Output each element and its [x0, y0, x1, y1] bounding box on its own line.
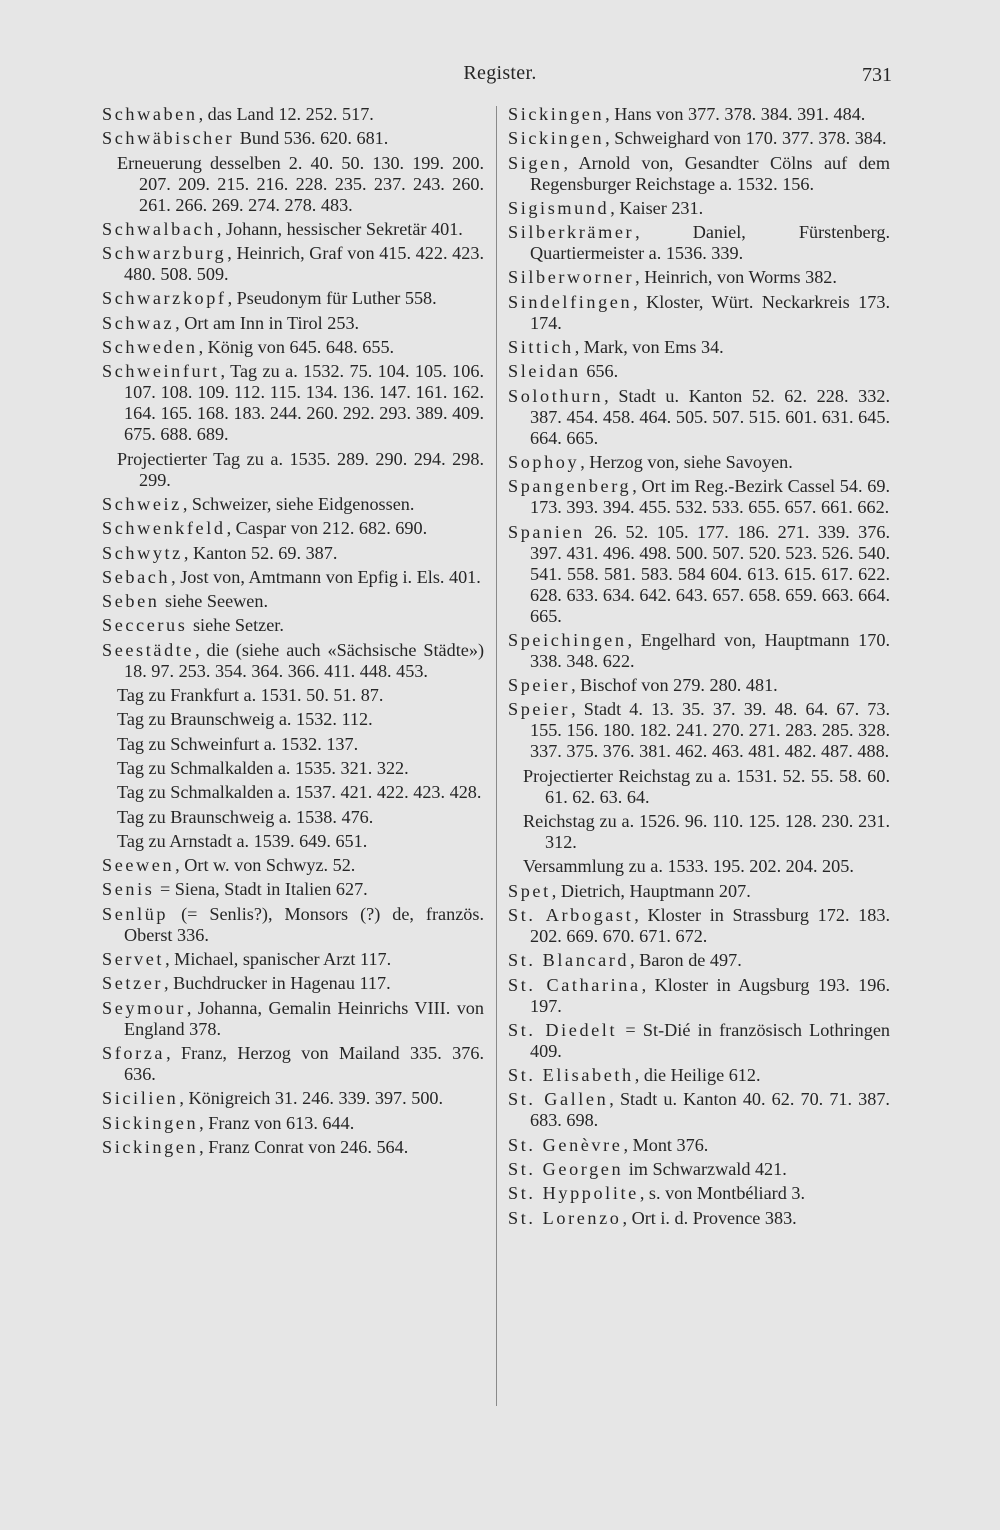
- entry-headword: Setzer: [102, 973, 164, 994]
- index-entry: [102, 1137, 484, 1158]
- entry-headword: Schwaz: [102, 312, 175, 333]
- index-entry: [508, 222, 890, 264]
- entry-headword: Solothurn: [508, 385, 604, 406]
- entry-headword: Schwarzburg: [102, 243, 227, 264]
- entry-text: , die (siehe auch «Sächsische Städte») 18. 97. 253. 354. 364. 366. 411. 448. 453.: [124, 639, 484, 681]
- index-entry: [102, 518, 484, 539]
- index-subentry: [102, 153, 484, 216]
- entry-headword: Spangenberg: [508, 476, 632, 497]
- entry-text: , Stadt u. Kanton 40. 62. 70. 71. 387. 683. 698.: [530, 1089, 890, 1131]
- entry-headword: Speichingen: [508, 629, 627, 650]
- entry-headword: St. Hyppolite: [508, 1183, 639, 1204]
- entry-text: , Franz, Herzog von Mailand 335. 376. 636.: [124, 1042, 484, 1084]
- entry-headword: St. Blancard: [508, 950, 630, 971]
- index-subentry: [102, 758, 484, 779]
- entry-headword: Seymour: [102, 997, 186, 1018]
- index-entry: [508, 1208, 890, 1229]
- entry-headword: Senis: [102, 879, 155, 900]
- entry-text: , Franz von 613. 644.: [199, 1112, 355, 1133]
- index-entry: [102, 998, 484, 1040]
- index-entry: [508, 1089, 890, 1131]
- entry-text: , Herzog von, siehe Savoyen.: [580, 451, 793, 472]
- entry-text: , das Land 12. 252. 517.: [198, 104, 374, 124]
- entry-text: , Kloster in Augsburg 193. 196. 197.: [530, 974, 891, 1016]
- entry-text: , Kloster, Würt. Neckarkreis 173. 174.: [530, 291, 890, 333]
- entry-headword: St. Diedelt: [508, 1019, 618, 1040]
- entry-text: siehe Seewen.: [160, 591, 269, 612]
- index-entry: [508, 1183, 890, 1204]
- entry-headword: Schwaben: [102, 104, 198, 124]
- entry-headword: St. Lorenzo: [508, 1207, 622, 1228]
- entry-headword: Sebach: [102, 566, 171, 587]
- entry-headword: Sforza: [102, 1042, 166, 1063]
- entry-text: Tag zu Arnstadt a. 1539. 649. 651.: [117, 830, 368, 851]
- entry-text: , König von 645. 648. 655.: [198, 337, 395, 358]
- entry-text: , die Heilige 612.: [634, 1065, 761, 1086]
- entry-headword: Spet: [508, 880, 551, 901]
- entry-text: , Johann, hessischer Sekretär 401.: [216, 218, 463, 239]
- index-entry: [508, 699, 890, 762]
- entry-headword: Seben: [102, 591, 160, 612]
- index-entry: [508, 905, 890, 947]
- entry-text: , Franz Conrat von 246. 564.: [199, 1136, 409, 1157]
- entry-text: , Engelhard von, Hauptmann 170. 338. 348. 622.: [530, 629, 890, 671]
- index-entry: [508, 198, 890, 219]
- entry-headword: Senlüp: [102, 903, 169, 924]
- entry-text: Projectierter Reichstag zu a. 1531. 52. 55. 58. 60. 61. 62. 63. 64.: [523, 765, 890, 807]
- index-entry: [508, 361, 890, 382]
- entry-headword: Schwalbach: [102, 218, 216, 239]
- index-subentry: [508, 766, 890, 808]
- index-entry: [102, 1088, 484, 1109]
- index-entry: [102, 1043, 484, 1085]
- entry-headword: Sleidan: [508, 361, 581, 382]
- index-entry: [102, 1113, 484, 1134]
- entry-text: , Johanna, Gemalin Heinrichs VIII. von England 378.: [124, 997, 484, 1039]
- index-subentry: [102, 807, 484, 828]
- entry-text: , Daniel, Fürstenberg. Quartiermeister a. 1536. 339.: [530, 222, 890, 264]
- entry-text: , Kanton 52. 69. 387.: [183, 542, 338, 563]
- entry-headword: Sickingen: [508, 104, 605, 124]
- entry-text: Bund 536. 620. 681.: [235, 128, 389, 149]
- entry-text: , Stadt 4. 13. 35. 37. 39. 48. 64. 67. 73. 155. 156. 180. 182. 241. 270. 271. 283. 285. 328. 337. 375. 376. 381. 462. 463. 481. 482. 487. 488.: [530, 699, 890, 762]
- entry-headword: Sindelfingen: [508, 291, 633, 312]
- entry-text: , Pseudonym für Luther 558.: [227, 288, 437, 309]
- entry-text: Projectierter Tag zu a. 1535. 289. 290. 294. 298. 299.: [117, 448, 484, 490]
- entry-text: , Buchdrucker in Hagenau 117.: [164, 973, 391, 994]
- index-entry: [508, 975, 890, 1017]
- entry-headword: Seewen: [102, 855, 175, 876]
- entry-headword: St. Arbogast: [508, 904, 634, 925]
- entry-text: , Arnold von, Gesandter Cölns auf dem Regensburger Reichstage a. 1532. 156.: [530, 152, 890, 194]
- index-entry: [508, 153, 890, 195]
- entry-text: , Königreich 31. 246. 339. 397. 500.: [179, 1088, 444, 1109]
- entry-headword: Sickingen: [102, 1112, 199, 1133]
- entry-text: , Kaiser 231.: [610, 197, 704, 218]
- page-number: 731: [862, 64, 892, 86]
- index-subentry: [102, 782, 484, 803]
- index-entry: [102, 219, 484, 240]
- index-entry: [508, 476, 890, 518]
- index-entry: [102, 361, 484, 445]
- index-subentry: [102, 685, 484, 706]
- entry-text: Tag zu Frankfurt a. 1531. 50. 51. 87.: [117, 685, 384, 706]
- entry-text: , Schweizer, siehe Eidgenossen.: [182, 493, 415, 514]
- entry-headword: Sickingen: [508, 128, 605, 149]
- entry-headword: Sigen: [508, 152, 563, 173]
- entry-text: (= Senlis?), Monsors (?) de, französ. Oberst 336.: [124, 903, 484, 945]
- entry-headword: Sigismund: [508, 197, 610, 218]
- index-entry: [508, 267, 890, 288]
- index-column-right: [508, 104, 890, 1232]
- entry-text: = Siena, Stadt in Italien 627.: [155, 879, 368, 900]
- index-entry: [508, 1065, 890, 1086]
- index-entry: [102, 543, 484, 564]
- entry-headword: Schwäbischer: [102, 128, 235, 149]
- entry-text: , Stadt u. Kanton 52. 62. 228. 332. 387. 454. 458. 464. 505. 507. 515. 601. 631. 645. 664. 665.: [530, 385, 890, 448]
- column-divider: [496, 106, 497, 1406]
- entry-text: 26. 52. 105. 177. 186. 271. 339. 376. 397. 431. 496. 498. 500. 507. 520. 523. 526. 540. 541. 558. 581. 583. 584 604. 613. 615. 617. 622. 628. 633. 634. 642. 643. 657. 658. 659. 663. 664. 665.: [530, 521, 890, 626]
- index-entry: [102, 640, 484, 682]
- index-subentry: [102, 734, 484, 755]
- index-entry: [508, 630, 890, 672]
- entry-headword: Schwytz: [102, 542, 183, 563]
- entry-text: Tag zu Schweinfurt a. 1532. 137.: [117, 733, 359, 754]
- index-column-left: [102, 104, 484, 1161]
- entry-text: = St-Dié in französisch Lothringen 409.: [530, 1019, 890, 1061]
- entry-headword: Schweden: [102, 337, 198, 358]
- index-entry: [102, 879, 484, 900]
- entry-text: Versammlung zu a. 1533. 195. 202. 204. 205.: [523, 856, 854, 877]
- entry-text: Tag zu Schmalkalden a. 1535. 321. 322.: [117, 757, 409, 778]
- running-header-title: Register.: [463, 62, 537, 84]
- index-entry: [102, 243, 484, 285]
- entry-headword: Sicilien: [102, 1088, 179, 1109]
- entry-headword: Servet: [102, 949, 165, 970]
- entry-text: , Bischof von 279. 280. 481.: [571, 675, 778, 696]
- index-subentry: [102, 449, 484, 491]
- index-entry: [102, 104, 484, 125]
- entry-headword: Schwenkfeld: [102, 518, 226, 539]
- index-entry: [508, 337, 890, 358]
- entry-text: , Schweighard von 170. 377. 378. 384.: [605, 128, 887, 149]
- index-entry: [508, 452, 890, 473]
- entry-headword: St. Genèvre: [508, 1134, 623, 1155]
- entry-headword: St. Catharina: [508, 974, 641, 995]
- index-entry: [508, 128, 890, 149]
- entry-text: , Ort im Reg.-Bezirk Cassel 54. 69. 173. 393. 394. 455. 532. 533. 655. 657. 661. 662.: [530, 476, 890, 518]
- index-entry: [102, 337, 484, 358]
- entry-headword: St. Elisabeth: [508, 1065, 634, 1086]
- entry-text: Tag zu Schmalkalden a. 1537. 421. 422. 423. 428.: [117, 782, 482, 803]
- index-entry: [508, 1020, 890, 1062]
- index-entry: [102, 855, 484, 876]
- entry-text: Tag zu Braunschweig a. 1532. 112.: [117, 709, 373, 730]
- entry-text: , Mark, von Ems 34.: [574, 337, 724, 358]
- entry-headword: Seestädte: [102, 639, 195, 660]
- entry-text: , Ort am Inn in Tirol 253.: [175, 312, 360, 333]
- entry-text: Reichstag zu a. 1526. 96. 110. 125. 128. 230. 231. 312.: [523, 811, 890, 853]
- entry-text: , Baron de 497.: [630, 950, 742, 971]
- entry-text: , Heinrich, von Worms 382.: [635, 267, 837, 288]
- entry-headword: Seccerus: [102, 615, 188, 636]
- index-entry: [508, 1135, 890, 1156]
- entry-headword: Schweiz: [102, 493, 182, 514]
- entry-headword: Sittich: [508, 337, 574, 358]
- entry-headword: Silberworner: [508, 267, 635, 288]
- index-entry: [102, 615, 484, 636]
- entry-text: siehe Setzer.: [188, 615, 284, 636]
- index-entry: [508, 675, 890, 696]
- entry-headword: Silberkrämer: [508, 222, 635, 243]
- index-entry: [508, 881, 890, 902]
- entry-text: , Hans von 377. 378. 384. 391. 484.: [605, 104, 866, 124]
- entry-text: , Heinrich, Graf von 415. 422. 423. 480. 508. 509.: [124, 243, 484, 285]
- entry-headword: Sophoy: [508, 451, 580, 472]
- index-entry: [102, 973, 484, 994]
- entry-text: , Kloster in Strassburg 172. 183. 202. 669. 670. 671. 672.: [530, 904, 890, 946]
- entry-text: , Jost von, Amtmann von Epfig i. Els. 401.: [171, 566, 481, 587]
- entry-headword: Speier: [508, 675, 571, 696]
- index-entry: [508, 292, 890, 334]
- index-entry: [102, 313, 484, 334]
- entry-text: , Dietrich, Hauptmann 207.: [551, 880, 751, 901]
- index-entry: [102, 591, 484, 612]
- index-subentry: [508, 856, 890, 877]
- index-subentry: [102, 709, 484, 730]
- entry-text: im Schwarzwald 421.: [624, 1159, 787, 1180]
- entry-text: 656.: [581, 361, 619, 382]
- entry-text: , Ort i. d. Provence 383.: [622, 1207, 797, 1228]
- entry-text: , s. von Montbéliard 3.: [639, 1183, 806, 1204]
- index-entry: [508, 1159, 890, 1180]
- index-entry: [102, 949, 484, 970]
- index-entry: [102, 567, 484, 588]
- index-entry: [508, 522, 890, 627]
- entry-headword: Speier: [508, 699, 571, 720]
- index-entry: [508, 386, 890, 449]
- entry-text: Tag zu Braunschweig a. 1538. 476.: [117, 806, 374, 827]
- entry-headword: St. Georgen: [508, 1159, 624, 1180]
- entry-text: , Ort w. von Schwyz. 52.: [175, 855, 356, 876]
- entry-headword: Sickingen: [102, 1136, 199, 1157]
- entry-text: Erneuerung desselben 2. 40. 50. 130. 199. 200. 207. 209. 215. 216. 228. 235. 237. 243. 260. 261. 266. 269. 274. 278. 483.: [117, 152, 484, 215]
- entry-text: , Caspar von 212. 682. 690.: [226, 518, 428, 539]
- index-entry: [508, 950, 890, 971]
- entry-headword: St. Gallen: [508, 1089, 609, 1110]
- index-subentry: [102, 831, 484, 852]
- entry-text: , Tag zu a. 1532. 75. 104. 105. 106. 107. 108. 109. 112. 115. 134. 136. 147. 161. 162. 164. 165. 168. 183. 244. 260. 292. 293. 389. 409. 675. 688. 689.: [124, 361, 484, 445]
- index-subentry: [508, 811, 890, 853]
- index-entry: [102, 128, 484, 149]
- index-entry: [102, 288, 484, 309]
- entry-headword: Spanien: [508, 521, 585, 542]
- index-entry: [102, 904, 484, 946]
- entry-headword: Schwarzkopf: [102, 288, 227, 309]
- index-entry: [508, 104, 890, 125]
- entry-headword: Schweinfurt: [102, 361, 220, 382]
- entry-text: , Michael, spanischer Arzt 117.: [165, 949, 392, 970]
- index-entry: [102, 494, 484, 515]
- entry-text: , Mont 376.: [623, 1134, 709, 1155]
